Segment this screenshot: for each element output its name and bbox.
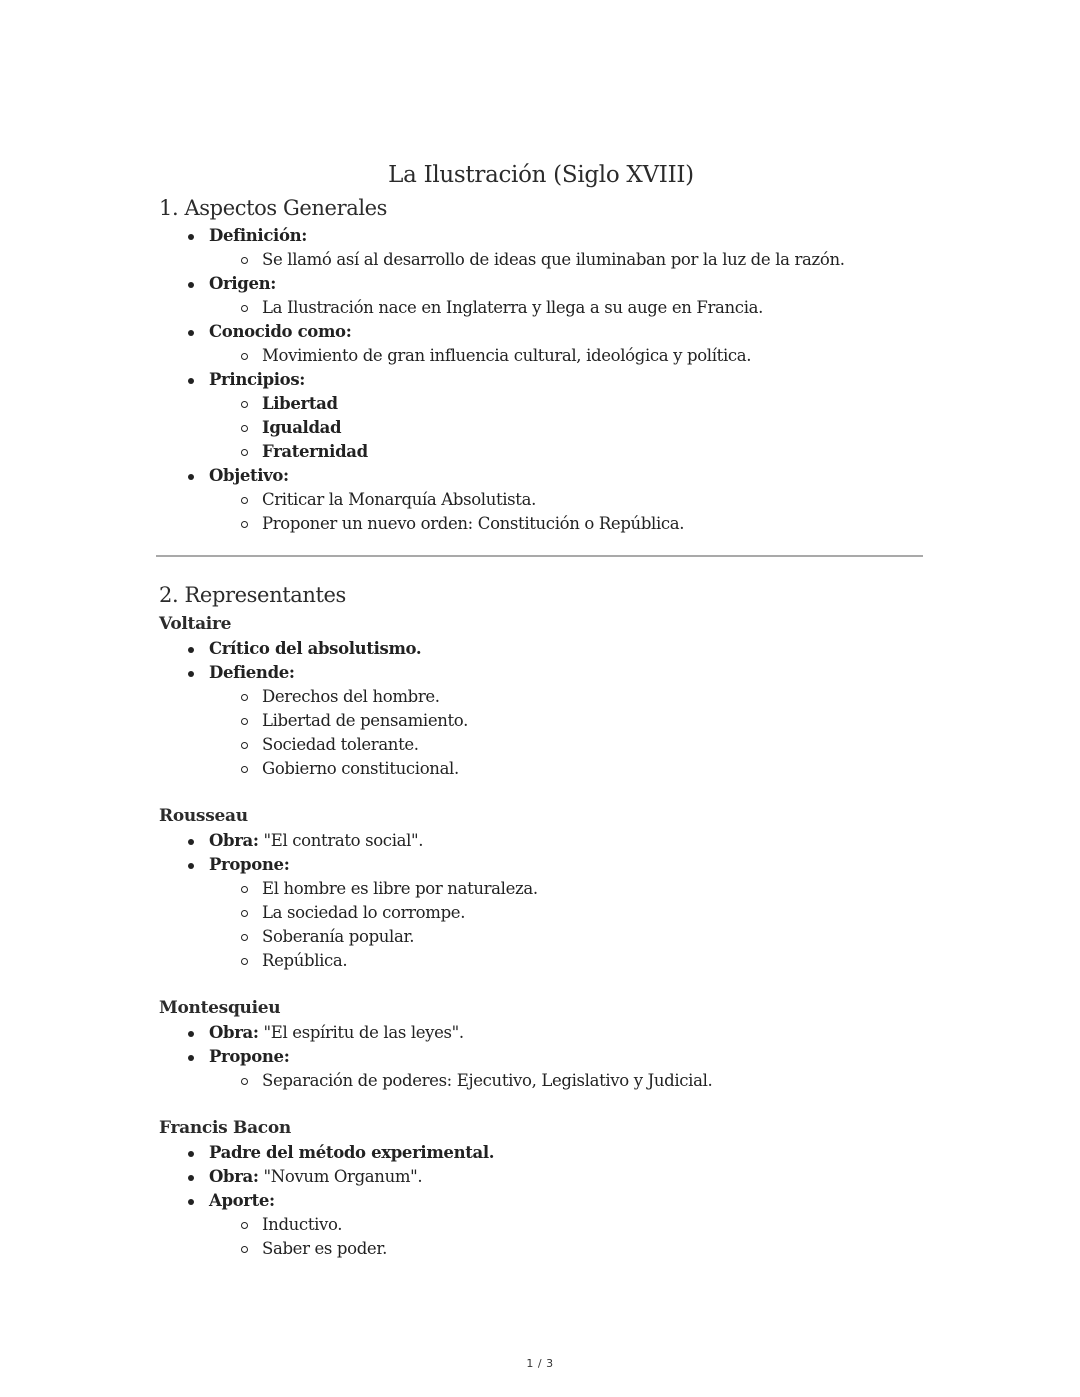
item-label: Propone:	[209, 855, 290, 874]
item-label: Origen:	[209, 274, 277, 293]
sub-list-item: Movimiento de gran influencia cultural, ideológica y política.	[209, 344, 923, 368]
item-label: Defiende:	[209, 663, 295, 682]
author-heading-montesquieu: Montesquieu	[159, 998, 281, 1018]
list-item	[159, 224, 923, 272]
principle-fraternidad: Fraternidad	[262, 442, 368, 461]
obra-value: "Novum Organum".	[258, 1167, 423, 1186]
sub-list-item: Inductivo.	[209, 1213, 923, 1237]
section-heading-aspectos: 1. Aspectos Generales	[159, 196, 388, 220]
spacer	[159, 1093, 923, 1115]
list-item	[159, 320, 923, 368]
item-label: Objetivo:	[209, 466, 289, 485]
spacer	[159, 536, 923, 579]
item-label: Crítico del absolutismo.	[209, 639, 422, 658]
sub-list-item: La Ilustración nace en Inglaterra y llega a su auge en Francia.	[209, 296, 923, 320]
author-heading-voltaire: Voltaire	[159, 614, 232, 634]
list-item	[159, 368, 923, 464]
sub-list-item: Derechos del hombre.	[209, 685, 923, 709]
obra-value: "El contrato social".	[258, 831, 424, 850]
item-label: Obra:	[209, 1023, 259, 1042]
aspectos-list	[159, 224, 923, 536]
item-label: Obra:	[209, 831, 259, 850]
author-heading-bacon: Francis Bacon	[159, 1118, 291, 1138]
sub-list-item: Se llamó así al desarrollo de ideas que iluminaban por la luz de la razón.	[209, 248, 923, 272]
item-label: Principios:	[209, 370, 306, 389]
spacer	[159, 973, 923, 995]
item-label: Aporte:	[209, 1191, 275, 1210]
item-label: Conocido como:	[209, 322, 352, 341]
principle-igualdad: Igualdad	[262, 418, 342, 437]
page-indicator: 1 / 3	[526, 1357, 554, 1370]
spacer	[159, 781, 923, 803]
item-label: Obra:	[209, 1167, 259, 1186]
sub-list-item	[209, 440, 923, 464]
list-item	[159, 464, 923, 536]
sub-list-item: Proponer un nuevo orden: Constitución o República.	[209, 512, 923, 536]
document-title: La Ilustración (Siglo XVIII)	[388, 162, 694, 188]
author-heading-rousseau: Rousseau	[159, 806, 248, 826]
list-item	[159, 1045, 923, 1093]
bacon-list	[159, 1141, 923, 1261]
list-item	[159, 637, 923, 661]
sub-list-item: Soberanía popular.	[209, 925, 923, 949]
sub-list-item: Sociedad tolerante.	[209, 733, 923, 757]
sub-list-item	[209, 416, 923, 440]
list-item	[159, 1165, 923, 1189]
list-item	[159, 661, 923, 781]
rousseau-list	[159, 829, 923, 973]
sub-list-item: El hombre es libre por naturaleza.	[209, 877, 923, 901]
sub-list-item: República.	[209, 949, 923, 973]
sub-list-item: Saber es poder.	[209, 1237, 923, 1261]
sub-list-item: Gobierno constitucional.	[209, 757, 923, 781]
sub-list-item: Libertad de pensamiento.	[209, 709, 923, 733]
horizontal-divider	[156, 555, 923, 557]
principle-libertad: Libertad	[262, 394, 338, 413]
document-content	[159, 158, 923, 1261]
item-label: Padre del método experimental.	[209, 1143, 495, 1162]
sub-list-item	[209, 392, 923, 416]
list-item	[159, 853, 923, 973]
list-item	[159, 1021, 923, 1045]
list-item	[159, 1141, 923, 1165]
list-item	[159, 272, 923, 320]
sub-list-item: La sociedad lo corrompe.	[209, 901, 923, 925]
montesquieu-list	[159, 1021, 923, 1093]
list-item	[159, 829, 923, 853]
item-label: Definición:	[209, 226, 307, 245]
voltaire-list	[159, 637, 923, 781]
list-item	[159, 1189, 923, 1261]
sub-list-item: Separación de poderes: Ejecutivo, Legislativo y Judicial.	[209, 1069, 923, 1093]
item-label: Propone:	[209, 1047, 290, 1066]
obra-value: "El espíritu de las leyes".	[258, 1023, 464, 1042]
sub-list-item: Criticar la Monarquía Absolutista.	[209, 488, 923, 512]
section-heading-representantes: 2. Representantes	[159, 583, 346, 607]
